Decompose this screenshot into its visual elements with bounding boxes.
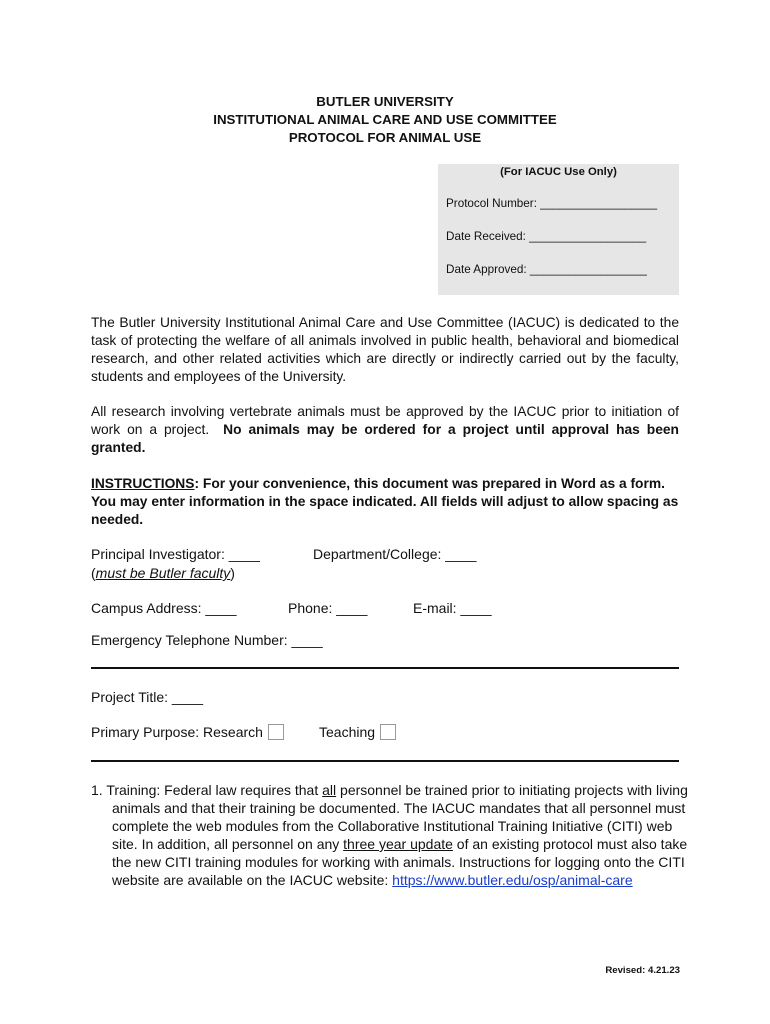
training-text-3: of an existing protocol must also take the new CITI training modules for working with animals. Instructions for logging onto the CITI website are available on the IACUC website: <box>112 836 688 888</box>
training-text-1: 1. Training: Federal law requires that <box>91 782 323 798</box>
research-checkbox[interactable] <box>268 724 284 740</box>
training-all: all <box>322 782 337 798</box>
emergency-phone-field[interactable]: Emergency Telephone Number: ____ <box>91 632 323 648</box>
pi-note-text: must be Butler faculty <box>95 565 231 581</box>
instructions-paragraph <box>91 475 679 529</box>
department-field[interactable]: Department/College: ____ <box>313 546 477 562</box>
iacuc-use-only-box <box>438 164 679 295</box>
campus-address-field[interactable]: Campus Address: ____ <box>91 600 237 616</box>
intro-paragraph: The Butler University Institutional Animal Care and Use Committee (IACUC) is dedicated to the task of protecting the welfare of all animals involved in public health, behavioral and biomedical research, and other related activities which are directly or indirectly carried out by the faculty, students and employees of the University. <box>91 315 679 384</box>
header-committee: INSTITUTIONAL ANIMAL CARE AND USE COMMITTEE <box>213 112 557 127</box>
header-university: BUTLER UNIVERSITY <box>316 94 454 109</box>
pi-field[interactable]: Principal Investigator: ____ <box>91 546 260 562</box>
teaching-checkbox[interactable] <box>380 724 396 740</box>
research-label: Primary Purpose: Research <box>91 724 263 740</box>
box-title: (For IACUC Use Only) <box>500 166 617 178</box>
animal-care-link[interactable]: https://www.butler.edu/osp/animal-care <box>392 872 633 888</box>
training-text-2: personnel be trained prior to initiating projects with living animals and that their training be documented. The IACUC mandates that all personnel must complete the web modules from the Collaborative Institutional Training Initiative (CITI) web site. In addition, all personnel on any <box>112 782 688 852</box>
primary-purpose-row <box>91 724 284 740</box>
teaching-label: Teaching <box>319 724 376 740</box>
pi-note: (must be Butler faculty) <box>91 565 235 581</box>
project-title-field[interactable]: Project Title: ____ <box>91 689 204 705</box>
training-three-year-update: three year update <box>343 836 453 852</box>
phone-field[interactable]: Phone: ____ <box>288 600 368 616</box>
divider-top <box>91 667 679 669</box>
email-field[interactable]: E-mail: ____ <box>413 600 492 616</box>
revised-date: Revised: 4.21.23 <box>605 965 680 976</box>
approval-paragraph <box>91 403 679 457</box>
protocol-number-field[interactable]: Protocol Number: __________________ <box>446 197 658 210</box>
teaching-row <box>319 724 396 740</box>
instructions-text: : For your convenience, this document was prepared in Word as a form. You may enter information in the space indicated. All fields will adjust to allow spacing as needed. <box>91 476 679 527</box>
date-approved-field[interactable]: Date Approved: __________________ <box>446 263 647 276</box>
training-item <box>91 781 696 889</box>
header-protocol-title: PROTOCOL FOR ANIMAL USE <box>288 130 482 145</box>
divider-bottom <box>91 760 679 762</box>
instructions-label: INSTRUCTIONS <box>91 476 195 491</box>
approval-warning: No animals may be ordered for a project until approval has been granted. <box>91 422 679 455</box>
date-received-field[interactable]: Date Received: __________________ <box>446 230 647 243</box>
approval-text: All research involving vertebrate animals must be approved by the IACUC prior to initiation of work on a project. <box>91 404 679 437</box>
